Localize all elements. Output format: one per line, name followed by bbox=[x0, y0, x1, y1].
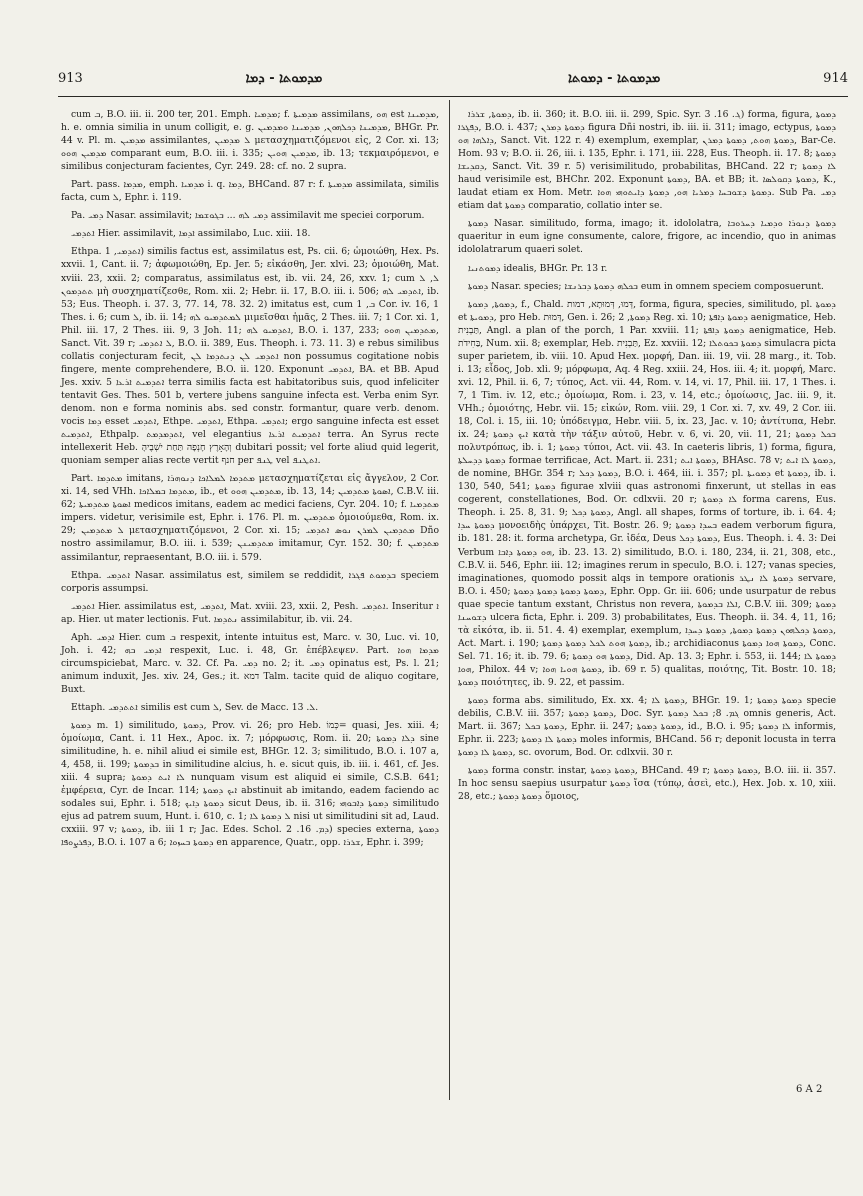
left-running-title: ܡܕܡܘܬܐ - ܕܡܐ bbox=[245, 70, 323, 86]
entry-paragraph: ܕܡܘܬܐ Nasar. similitudo, forma, imago; it. idololatra, ܕܡܘܬܐ ܕܢܘܪܐ ܘܕܡܝܐ ܕܚܪܘܒܐ quaeritur in eum igne consumente, calore, frigore, ac incendio, quo in animas idololatrarum quaeri solet. bbox=[458, 218, 836, 256]
entry-paragraph: ܕܡܘܬܐ forma constr. instar, ܕܡܘܬܐ ܕܡܘܬܐ, BHCand. 49 r; ܕܡܘܬܐ ܕܡܘܬܐ, B.O. iii. ii. 357. In hoc sensu saepius usurpatur ܕܡܘܬܐ ἴσα (τύπῳ, ἀσεὶ, etc.), Hex. Job. x. 10, xiii. 28, etc.; ܕܡܘܬܐ ܕܡܘܬܐ ὅμοιος, bbox=[458, 765, 837, 803]
column-divider bbox=[449, 100, 450, 1100]
signature-mark: 6 A 2 bbox=[796, 1084, 823, 1095]
right-page-number: 914 bbox=[823, 70, 848, 86]
entry-paragraph: cum ܒ, B.O. iii. ii. 200 ter, 201. Emph. ܡܕܡܝܐ; f. ܡܕܡܝܬܐ assimilans, ܗܘ est ܡܕܡܝܢܐ, h. e. omnia similia in unum colligit, e. g. ܡܕܡܝܢܐ ܕܟܠܗܘܢ, ܡܕܡܝܢܐ ܘܡܕܡܝܢ, BHGr. Pr. 44 v. Pl. m. ܡܕܡܝܢ assimilantes, ܠ ܡܕܡܝܢ μετασχηματιζόμενοι εἰς, 2 Cor. xi. 13; ܡܕܡܝܢ ܗܘܘ comparant eum, B.O. iii. i. 335; ܡܕܡܝܢ ܗܘܝܢ, ib. 13; τεκμαιρόμενοι, e similibus conjecturam facientes, Cyr. 249. 28: cf. no. 2 supra. bbox=[61, 109, 440, 173]
header-rule bbox=[58, 96, 848, 97]
entry-paragraph: Aph. ܐܕܡܝ Hier. cum ܒ respexit, intente intuitus est, Marc. v. 30, Luc. vi. 10, Joh. i. 42; ܐܕܡܝ ܒܗ respexit, Luc. i. 48, Gr. ἐπέβλεψεν. Part. ܡܕܡܐ ܗܘܐ circumspiciebat, Marc. v. 32. Cf. Pa. ܕܡܝ no. 2; it. ܕܡܝ opinatus est, Ps. l. 21; animum induxit, Jes. xiv. 24, Ges.; it. דמא Talm. tacite quid de aliquo cogitare, Buxt. bbox=[61, 631, 439, 695]
entry-paragraph: Ethpa. ܐܬܕܡܝ Nasar. assimilatus est, similem se reddidit, ܒܕܡܘܬ ܦܓܪܐ speciem corporis assumpsi. bbox=[61, 569, 439, 594]
running-titles bbox=[83, 71, 823, 86]
entry-paragraph: Ettaph. ܐܬܬܕܡܝ similis est cum ܠ, Sev. de Macc. ܠ. 13. bbox=[71, 701, 319, 713]
entry-paragraph: Part. pass. ܡܕܡܐ, emph. ܡܕܡܝܐ i. q. ܕܡܐ, BHCand. 87 r: f. ܡܕܡܝܬܐ assimilata, similis facta, cum ܠ, Ephr. i. 119. bbox=[61, 179, 439, 204]
left-column bbox=[61, 108, 439, 854]
right-column bbox=[458, 108, 836, 808]
left-page-number: 913 bbox=[58, 70, 83, 86]
right-running-title: ܡܕܡܘܬܐ - ܕܡܘܬܐ bbox=[568, 70, 661, 86]
entry-paragraph: ܕܡܘܬܐ, ܕܡܘܬܐ, f., Chald. דְּמוּ, דְּמוּתָא, דמות, forma, figura, species, similitudo, pl. ܕܡܘܬܐ et ܕܡܘܝܬܐ, pro Heb. דְּמוּת, Gen. i. 26; ܕܡܘܬܐ, 2 Reg. xi. 10; ܕܡܘܬܐ ܕܐܦܬܐ aenigmatice, Heb. תַּבְנִית, Angl. a plan of the porch, 1 Par. xxviii. 11; ܕܡܘܬܐ ܕܐܦܬܐ aenigmatice, Heb. בַּחִידֹת, Num. xii. 8; exemplar, Heb. תַּבְנִית, Ez. xxviii. 12; ܕܡܘܬܐ ܒܟܘܬܠܐ simulacra picta super parietem, ib. viii. 10. Apud Hex. μορφή, Dan. iii. 19, vii. 28 marg., it. Tob. i. 13; εἶδος, Job. xli. 9; μόρφωμα, Aq. 4 Reg. xxiii. 24, Hos. iii. 4; it. μορφή, Marc. xvi. 12, Phil. ii. 6, 7; τύπος, Act. vii. 44, Rom. v. 14, vi. 17, Phil. iii. 17, 1 Thes. i. 7, 1 Tim. iv. 12, etc.; ὁμοίωμα, Rom. i. 23, v. 14, etc.; ὁμοίωσις, Jac. iii. 9, it. VHh.; ὁμοιότης, Hebr. vii. 15; εἰκών, Rom. viii. 29, 1 Cor. xi. 7, xv. 49, 2 Cor. iii. 18, Col. i. 15, iii. 10; ὑπόδειγμα, Hebr. viii. 5, ix. 23, Jac. v. 10; ἀντίτυπα, Hebr. ix. 24; ܐܝܟ ܕܡܘܬܐ κατὰ τὴν τάξιν αὐτοῦ, Hebr. v. 6, vi. 20, vii. 11, 21; ܒܟܠ ܕܡܘܬܐ πολυτρόπως, ib. i. 1; ܕܡܘܬܐ τύποι, Act. vii. 43. In caeteris libris, 1) forma, figura, ܕܡܘܬܐ ܕܕܚܠܬܐ formae terrificae, Act. Mart. ii. 231; ܕܡܘܬܐ ܐܝܬ, BHAsc. 78 v; ܕܡܘܬܐ ܠܐ ܐܝܬ, de nomine, BHGr. 354 r; ܕܡܘܬܐ ܕܟܠ, B.O. i. 464, iii. i. 357; pl. ܕܡܘܝܬܐ et ܕܡܘܬܐ, ib. i. 130, 540, 541; ܕܡܘܬܐ figurae xlviii quas astronomi finxerunt, ut stellas in eas cogerent, constellationes, Bod. Or. cdlxvii. 20 r; ܠܐ ܕܡܘܬܐ forma carens, Eus. Theoph. i. 25. 8, 31. 9; ܕܡܘܬܐ ܕܟܠ, Angl. all shapes, forms of torture, ib. i. 64. 4; ܕܡܘܬܐ ܚܕܐ μονοειδὴς ὑπάρχει, Tit. Bostr. 26. 9; ܒܚܕܐ ܕܡܘܬܐ eadem verborum figura, ib. 181. 28: it. forma archetypa, Gr. ἰδέα, Deus ܕܡܘܬܐ ܕܟܠ, Eus. Theoph. i. 4. 3: Dei Verbum ܗܘ ܕܡܘܬܐ ܕܐܒܐ, ib. 23. 13. 2) similitudo, B.O. i. 180, 234, ii. 21, 308, etc., C.B.V. ii. 546, Ephr. iii. 12; imagines rerum in speculo, B.O. i. 127; vanas species, imaginationes, quomodo possit alqs in tempore orationis ܕܡܘܬܐ ܠܐ ܢܛܪ servare, B.O. i. 450; ܕܡܘܬܐ ܕܡܘܬܐ ܕܡܘܬܐ ܕܡܘܬܐ, Ephr. Opp. Gr. iii. 606; unde usurpatur de rebus quae specie tantum exstant, Christus non revera, ܐܠܐ ܒܕܡܘܬܐ, C.B.V. iii. 309; ܕܡܘܬܐ ܕܫܘܚܢܐ ulcera ficta, Ephr. i. 209. 3) probabilitates, Eus. Theoph. ii. 34. 4, 11, 16; τὰ εἰκότα, ib. ii. 51. 4. 4) exemplar, exemplum, ܕܡܘܬܐ ܕܟܠܗܘܢ ܕܡܘܬܐ ܕܡܘܬܐ, ܕܡܘܬܐ ܕܚܕܐ, Act. Mart. i. 190; ܕܡܘܬܐ ܗܘܬ ܠܟܠ ܕܡܘܬܐ ܕܡܘܬܐ, ib.; archidiaconus ܕܡܘܬܐ ܗܘܐ ܕܡܘܬܐ, Conc. Sel. 71. 16; it. ib. 79. 6; ܕܡܘܬܐ ܗܘ ܕܡܘܬܐ, Did. Ap. 13. 3; Ephr. i. 553, ii. 144; ܕܡܘܬܐ ܠܐ ܗܘܐ, Philox. 44 v; ܕܡܘܬܐ ܗܘܝܐ ܗܘܐ, ib. 69 r. 5) qualitas, ποιότης, Tit. Bostr. 10. 18; ܕܡܘܬܐ ποιότητες, ib. 9. 22, et passim. bbox=[458, 298, 837, 688]
entry-paragraph: Part. ܡܬܕܡܐ imitans, ܡܬܕܡܐ ܠܡܠܐܟܐ ܕܢܘܗܪܐ μετασχηματίζεται εἰς ἄγγελον, 2 Cor. xi. 14, sed VHh. ܡܬܕܡܐ ܒܡܠܐܟܐ, ib., et ܡܬܕܡܝܢ ܗܘܘ, ib. 13, 14; ܐܣܘܬܐ ܡܬܕܡܝܢ, C.B.V. iii. 62; ܐܣܘܬܐ ܡܬܕܡܝܬܐ medicos imitans, eadem ac medici faciens, Cyr. 204. 10; f. ܡܬܕܡܝܐ impers. videtur, verisimile est, Ephr. i. 176. Pl. m. ܡܬܕܡܝܢ ὁμοιούμεθα, Rom. ix. 29; ܠ ܡܬܕܡܝܢ μετασχηματιζόμενοι, 2 Cor. xi. 15; ܡܬܕܡܝܢ ܠܡܪܢ ܢܘܣ ܐܬܕܡܝ Dño nostro assimilamur, B.O. iii. i. 539; ܡܬܕܡܝܢܢ imitamur, Cyr. 152. 30; f. ܡܬܕܡܝܢ assimilantur, repraesentant, B.O. iii. i. 579. bbox=[61, 473, 440, 563]
entry-paragraph: ܕܡܘܬܐ Nasar. species; ܒܟܠܗ ܕܡܘܬܐ ܕܒܪܢܫܐ eum in omnem speciem composuerunt. bbox=[468, 280, 824, 292]
entry-paragraph: ܕܡܘܬܐ m. 1) similitudo, ܕܡܘܬܐ, Prov. vi. 26; pro Heb. כְּמוֹ= quasi, Jes. xiii. 4; ὁμοίωμα, Cant. i. 11 Hex., Apoc. ix. 7; μόρφωσις, Rom. ii. 20; ܕܠܐ ܕܡܘܬܐ sine similitudine, h. e. nihil aliud ei simile est, BHGr. 12. 3; similitudo, B.O. i. 107 a, 4, 458, ii. 199; ܒܕܡܘܬܐ in similitudine alcius, h. e. sicut quis, ib. iii. i. 461, cf. Jes. xiii. 4 supra; ܠܐ ܐܝܬ ܕܡܘܬܐ nunquam visum est aliquid ei simile, C.S.B. 641; ἐμφέρεια, Cyr. de Incar. 114; ܐܝܟ ܕܡܘܬܐ abstinuit ab imitando, eadem faciendo ac sodales sui, Ephr. i. 518; ܕܡܘܬܐ ܕܐܝܟ sicut Deus, ib. ii. 316; ܕܡܘܬܐ ܕܐܒܘܗܝ similitudo ejus ad patrem suum, Hunt. i. 610, c. 1; ܠ ܕܡܘܬܐ ܠܐ nisi ut similitudini sit ad, Laud. cxxiii. 97 v; ܕܡܘܬܐ, ib. iii 1 r; Jac. Edes. Schol. ܕܡ. 16. 2) species externa, ܕܡܘܬܐ ܕܦܪܨܘܦܐ, B.O. i. 107 a 6; ܕܡܘܬܐ ܒܚܙܘܐ en apparence, Quatr., opp. ܫܪܪܐ, Ephr. i. 399; bbox=[61, 720, 440, 849]
entry-paragraph: ܕܡܘܬܐ forma abs. similitudo, Ex. xx. 4; ܕܡܘܬܐ ܠܐ, BHGr. 19. 1; ܕܡܘܬܐ ܕܡܘܬܐ specie debilis, C.B.V. iii. 357; ܕܡܘܬܐ ܕܡܘܬܐ, Doc. Syr. ܓܡ. 8; ܒܟܠ ܕܡܘܬܐ omnis generis, Act. Mart. ii. 367; ܕܡܘܬܐ ܒܟܠ, Ephr. ii. 247; ܕܡܘܬܐ ܕܡܘܬܐ, id., B.O. i. 95; ܠܐ ܕܡܘܬܐ informis, Ephr. ii. 223; ܕܡܘܬܐ ܠܐ ܕܡܘܬܐ moles informis, BHCand. 56 r; deponit locusta in terra ܕܡܘܬܐ ܠܐ ܕܡܘܬܐ, sc. ovorum, Bod. Or. cdlxvii. 30 r. bbox=[458, 695, 837, 759]
entry-paragraph: Ethpa. ܐܬܕܡܝ, 1) similis factus est, assimilatus est, Ps. cii. 6; ὡμοιώθη, Hex. Ps. xxvii. 1, Cant. ii. 7; ἀφωμοιώθη, Ep. Jer. 5; εἰκάσθη, Jer. xlvi. 23; ὁμοιώθη, Mat. xviii. 23, xxii. 2; comparatus, assimilatus est, ib. vii. 24, 26, xxv. 1; cum ܠ, ܠ ܬܬܕܡܘܢ μὴ συσχηματίζεσθε, Rom. xii. 2; Hebr. ii. 17, B.O. iii. i. 506; ܐܬܕܡܝ ܠܗ, ib. 53; Eus. Theoph. i. 37. 3, 77. 14, 78. 32. 2) imitatus est, cum ܒ, 1 Cor. iv. 16, 1 Thes. i. 6; cum ܠ, ib. ii. 14; ܠܡܬܕܡܝܘ ܠܗ μιμεῖσθαι ἡμᾶς, 2 Thes. iii. 7; 1 Cor. xi. 1, Phil. iii. 17, 2 Thes. iii. 9, 3 Joh. 11; ܐܬܕܡܝܘ ܠܗ, B.O. i. 137, 233; ܡܬܕܡܝܢ ܗܘܘ, Sanct. Vit. 39 r; ܠ ܐܬܕܡܝ, B.O. ii. 389, Eus. Theoph. i. 73. 11. 3) e rebus similibus collatis conjecturam fecit, ܐܬܕܡܝ ܠܢ ܕܢܬܕܡܐ ܠܢ non possumus cogitatione nobis fingere, mente comprehendere, B.O. ii. 120. Exponunt ܐܬܕܡܝ, BA. et BB. Apud Jes. xxiv. 5 ܐܬܕܡܝܬ ܐܪܥܐ terra similis facta est habitatoribus suis, quod infeliciter tentavit Ges. Thes. 501 b, vertere jubens sanguine infecta est. Verba enim Syr. denom. non e forma nominis abs. sed constr. formantur, quare verb. denom. vocis ܕܡܐ esset ܐܬܕܡܝ, Ethpe. ܐܬܕܡܝ, Ethpa. ܐܬܕܡܝ; ergo sanguine infecta est esset ܐܬܕܡܝܬ, Ethpalp. ܐܬܕܡܕܡܬ, vel elegantius ܐܬܕܡܝܬ ܐܪܥܐ terra. An Syrus recte intellexerit Heb. וְהָאָרֶץ חָנְפָה תַּחַת יֹשְׁבֶיהָ dubitari possit; vel forte aliud quid legerit, quoniam semper alias recte vertit חנף per ܛܢܦ vel ܐܬܛܢܦ. bbox=[61, 246, 440, 467]
entry-paragraph: ܐܬܕܡܝ Hier. assimilatus est, ܐܬܕܡܝ, Mat. xviii. 23, xxii. 2, Pesh. ܐܬܕܡܝ. Inseritur ܐ ap. Hier. ut mater lectionis. Fut. ܢܬܕܡܐ assimilabitur, ib. vii. 24. bbox=[61, 600, 439, 625]
entry-paragraph: ܐܬܕܡܝ Hier. assimilavit, ܐܕܡܐ assimilabo, Luc. xiii. 18. bbox=[71, 228, 311, 240]
entry-paragraph: ܕܡܘܬܐ, ܫܪܪܐ, ib. ii. 360; it. B.O. iii. ii. 299, Spic. Syr. ܓ. 16. 3) forma, figura, ܕܡܘܬܐ ܕܦܓܪܐ, B.O. i. 437; ܕܡܘܬܐ ܕܡܪܢ figura Dñi nostri, ib. iii. ii. 311; imago, ectypus, ܕܡܘܬܐ ܕܐܠܗܐ ܗܘ, Sanct. Vit. 122 r. 4) exemplum, exemplar, ܕܡܘܬܐ ܗܘܬ, ܕܡܘܬܐ ܕܡܪܢ, Bar-Ce. Hom. 93 v; B.O. ii. 26, iii. i. 135, Ephr. i. 171, iii. 228, Eus. Theoph. ii. 17. 8; ܕܡܘܬܐ ܕܩܕܝܫܐ, Sanct. Vit. 39 r. 5) verisimilitudo, probabilitas, BHCand. 22 r; ܠܐ ܕܡܘܬܐ haud verisimile est, BHChr. 202. Exponunt ܕܡܘܬܐ, BA. et BB; it. ܕܡܘܬܐ ܕܩܘܠܣܐ, K., laudat etiam ex Hom. Metr. ܕܡܘܬܐ ܕܫܘܒܚܐ ܕܡܪܝܐ ܗܘ, ܕܡܘܬܐ ܕܐܝܬܘܗܝ ܗܘܐ. Sub Pa. ܕܡܝ etiam dat ܕܡܘܬܐ comparatio, collatio inter se. bbox=[458, 109, 837, 212]
running-header bbox=[58, 64, 848, 92]
entry-paragraph: ܕܡܘܬܢܝܐ idealis, BHGr. Pr. 13 r. bbox=[468, 262, 608, 274]
entry-paragraph: Pa. ܕܡܝ Nasar. assimilavit; ܕܡܝ ܠܗ ... ܒܓܘܫܡܐ assimilavit me speciei corporum. bbox=[71, 210, 425, 222]
